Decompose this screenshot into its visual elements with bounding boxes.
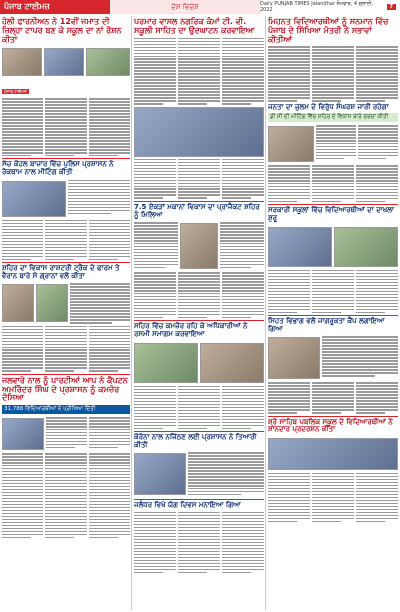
banner-strip: ਡੀ ਸੀ ਦੀ ਮੀਟਿੰਗ ਵਿੱਚ ਸ਼ਹਿਰ ਦੇ ਵਿਕਾਸ ਬਾਰੇ ਚਰਚਾ ਕੀਤੀ (268, 113, 398, 122)
news-photo (44, 48, 84, 76)
article-text (316, 125, 398, 163)
news-photo (134, 453, 186, 495)
column-2 (134, 16, 264, 610)
article-text (268, 473, 398, 522)
headline: ਕੋਰੋਨਾ ਨਾਲ ਨਜਿੱਠਣ ਲਈ ਪ੍ਰਸ਼ਾਸਨ ਨੇ ਤਿਆਰੀ ਕੀਤੀ (134, 432, 257, 449)
article-text (220, 222, 264, 270)
article-text (2, 326, 130, 372)
article-text (2, 453, 130, 538)
page-number: 7 (387, 4, 396, 10)
article-text (268, 165, 398, 202)
article-text (2, 220, 130, 260)
news-photo (268, 438, 398, 470)
article-text (134, 38, 264, 105)
masthead (0, 0, 400, 14)
headline: ਜਨਤਾ ਦਾ ਜ਼ੁਲਮ ਦੇ ਵਿਰੁੱਧ ਸੰਘਰਸ਼ ਜਾਰੀ ਰਹੇਗਾ (268, 102, 389, 111)
article-text (268, 46, 398, 101)
column-1 (2, 16, 130, 610)
article-text (46, 417, 130, 451)
divider (2, 262, 130, 263)
article-text (70, 283, 130, 323)
portrait-photo (180, 223, 218, 269)
section-subtitle: ਦੇਸ਼ ਵਿਦੇਸ਼ (110, 0, 260, 14)
article-text (188, 452, 264, 496)
divider (268, 416, 398, 417)
article-text (68, 180, 130, 218)
divider (268, 315, 398, 316)
article-text (2, 98, 130, 156)
headline: ਹੋਲੀ ਫਾਰਨੀਅਨ ਨੇ 12ਵੀਂ ਜਮਾਤ ਦੀ ਜ਼ਿਲ੍ਹਾ ਟਾਪਰ ਬਣ ਕੇ ਸਕੂਲ ਦਾ ਨਾਂ ਰੌਸ਼ਨ ਕੀਤਾ (2, 17, 122, 44)
news-photo (200, 343, 264, 383)
headline: ਜਲੰਧਰ ਵਿਖੇ ਯੋਗ ਦਿਵਸ ਮਨਾਇਆ ਗਿਆ (134, 501, 241, 510)
section-title: ਪੰਜਾਬ ਟਾਈਮਜ਼ (0, 0, 110, 14)
headline: ਸੱਚ ਕੋਹਲ ਬਾਜ਼ਾਰ ਵਿੱਚ ਪੁਲਿਸ ਪ੍ਰਸ਼ਾਸਨ ਨੇ ਰੋਕਥਾਮ ਨਾਲ ਮੀਟਿੰਗ ਕੀਤੀ (2, 160, 114, 177)
divider (2, 374, 130, 375)
news-photo (134, 343, 198, 383)
portrait-photo (36, 284, 68, 322)
edition-date: Daily PUNJAB TIMES Jalandhar ਸੋਮਵਾਰ, 4 ਜੁਲਾਈ, 2022 (260, 1, 373, 13)
headline: ਜਲਵਾਰੇ ਨਾਲ ਨੂੰ ਪਾਰਟੀਆਂ ਆਪ ਨੇ ਕੈਪਟਨ ਅਮਰਿੰਦਰ ਸਿੰਘ ਦੇ ਪ੍ਰਸ਼ਾਸਨ ਨੂੰ ਕਮਜ਼ੋਰ ਦੱਸਿਆ (2, 375, 128, 403)
headline: ਸਰਕਾਰੀ ਸਕੂਲਾਂ ਵਿੱਚ ਵਿਦਿਆਰਥੀਆਂ ਦਾ ਦਾਖਲਾ ਸ਼ੁਰੂ (268, 206, 395, 223)
column-3 (268, 16, 398, 610)
headline: ਪਰਮਾਰ ਵਾਸਲ ਨਗਰਿਕ ਕੰਮਾਂ ਟੀ. ਵੀ. ਸਕੂਲੀ ਸਾਹਿਤ ਦਾ ਉਦਘਾਟਨ ਕਰਵਾਇਆ (134, 17, 255, 35)
news-photo (268, 227, 332, 267)
headline: 7.5 ਏਕੜਾਂ ਮਕਾਨਾਂ ਵਿਕਾਸ ਦਾ ਪ੍ਰਾਜੈਕਟ ਸ਼ਹਿਰ ਨੂੰ ਮਿਲਿਆ (134, 202, 260, 219)
news-photo (334, 227, 398, 267)
news-photo (134, 107, 264, 157)
banner-strip: 31,788 ਵਿਦਿਆਰਥੀਆਂ ਨੇ ਪ੍ਰੀਖਿਆ ਦਿੱਤੀ (2, 405, 130, 414)
news-photo (2, 48, 42, 76)
article-text (134, 386, 264, 429)
article-text (134, 159, 264, 199)
article-text (268, 382, 398, 413)
column-rule (131, 16, 132, 610)
source-badge: ਪੰਜਾਬ ਟਾਈਮਜ਼ (4, 89, 27, 95)
article-text (134, 222, 178, 270)
article-text (134, 272, 264, 318)
article-text (134, 512, 264, 573)
divider (134, 201, 264, 202)
headline: ਸ਼੍ਰੋ ਸਾਹਿਬ ਪਬਲਿਕ ਸਕੂਲ ਦੇ ਵਿਦਿਆਰਥੀਆਂ ਨੇ ਸ਼ਾਨਦਾਰ ਪ੍ਰਦਰਸ਼ਨ ਕੀਤਾ (268, 417, 393, 434)
news-photo (268, 126, 314, 162)
news-photo (268, 337, 320, 379)
divider (134, 431, 264, 432)
headline: ਸਹਿਰ ਵਿੱਚ ਕਮਜ਼ੋਰ ਰਹਿ ਕੇ ਅਧਿਕਾਰੀਆਂ ਨੇ ਰਸਮੀ ਸਮਾਗਮ ਕਰਵਾਇਆ (134, 322, 248, 339)
edition-info (260, 0, 400, 14)
article-text (268, 270, 398, 313)
news-photo (2, 418, 44, 450)
column-rule (265, 16, 266, 610)
article-text (322, 336, 398, 380)
news-photo (2, 181, 66, 217)
headline: ਮਿਹਨਤ ਵਿਦਿਆਰਥੀਆਂ ਨੂੰ ਸਨਮਾਨ ਵਿੱਚ ਪੰਜਾਬ ਦੇ ਸਿੱਖਿਆ ਮੰਤਰੀ ਨੇ ਸਭਾਵਾਂ ਕੀਤੀਆਂ (268, 17, 389, 44)
headline: ਸਿਹਤ ਵਿਭਾਗ ਵਲੋਂ ਜਾਗਰੂਕਤਾ ਕੈਂਪ ਲਗਾਇਆ ਗਿਆ (268, 316, 385, 333)
portrait-photo (2, 284, 34, 322)
headline: ਸ਼ਹਿਰ ਦਾ ਵਿਕਾਸ ਰਾਸ਼ਟਰੀ ਟ੍ਰੈਕ ਦੇ ਫਾਰਮ ਤੇ ਵੈਰਾਨ ਬਾਰੇ ਸੇ ਗ੍ਰਾਨਾਂ ਵਲੋਂ ਕੀਤਾ (2, 264, 120, 280)
news-photo (86, 48, 130, 76)
